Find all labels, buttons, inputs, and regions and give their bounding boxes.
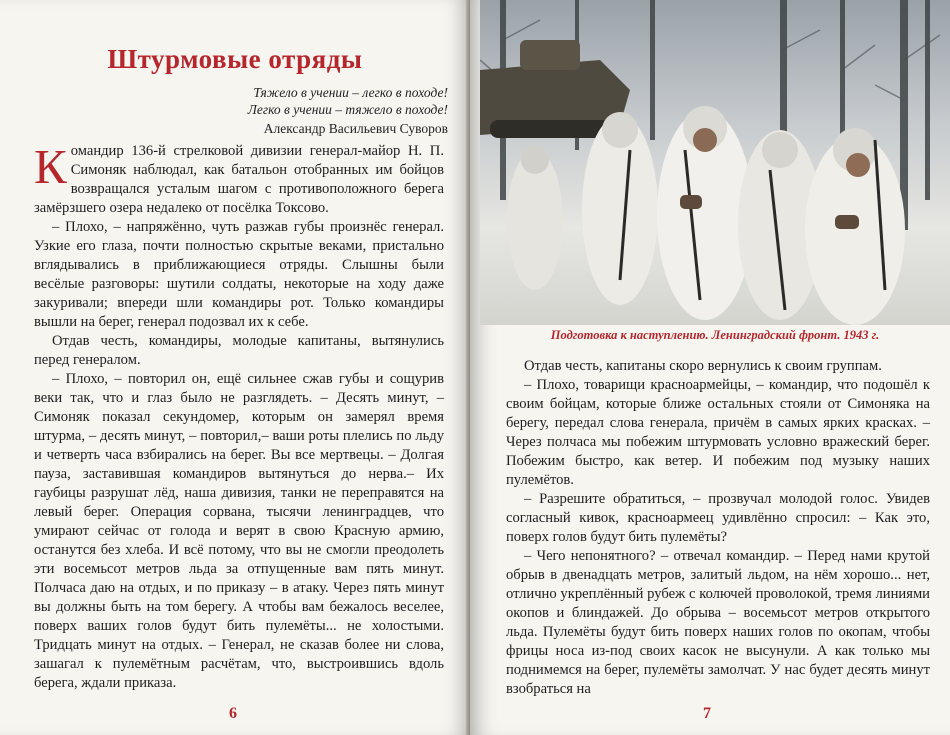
epigraph <box>248 84 448 118</box>
paragraph: – Плохо, товарищи красноармейцы, – командир, что подошёл к своим бойцам, которые ближе остальных стояли от Симоняка на берегу, передал слова генерала, причём в самых ярких красках. – Через полчаса мы побежим штурмовать условно вражеский берег. Побежим быстро, как ветер. И побежим под музыку наших пулемётов. <box>506 377 930 488</box>
paragraph: Отдав честь, капитаны скоро вернулись к своим группам. <box>524 358 882 374</box>
paragraph: – Плохо, – повторил он, ещё сильнее сжав губы и сощурив веки так, что и глаз было не разглядеть. – Десять минут, – Симоняк показал секундомер, которым он замерял время штурма, – десять минут, – повторил,– ваши роты плелись по льду и четверть часа взбирались на берег. Вы все мертвецы. – Долгая пауза, заставившая командиров вытянуться до нерва.– Их гаубицы разрушат лёд, наша дивизия, танки не переправятся на левый берег. Операция сорвана, тысячи ленинградцев, что умирают сейчас от голода и верят в свою Красную армию, останутся без хлеба. И всё потому, что вы не смогли преодолеть эти восемьсот метров льда за отпущенные вам пять минут. Полчаса даю на отдых, и по приказу – в атаку. Через пять минут вы должны быть на том берегу. А чтобы вам бежалось веселее, поверх ваших голов будут бить пулемёты... не холостыми. Тридцать минут на отдых. – Генерал, не сказав более ни слова, зашагал к пулемётным расчётам, что, выстроившись вдоль берега, ждали приказа. <box>34 371 444 691</box>
chapter-title: Штурмовые отряды <box>107 44 363 74</box>
drop-cap: К <box>34 139 67 194</box>
left-page-text <box>34 139 444 693</box>
paragraph: – Чего непонятного? – отвечал командир. – Перед нами крутой обрыв в двенадцать метров, залитый льдом, на нём хорошо... нет, отлично укреплённый рубеж с колючей проволокой, тремя линиями окопов и блиндажей. До обрыва – восемьсот метров открытого льда. Пулемёты будут бить поверх наших голов по окопам, чтобы фрицы носа из-под своих касок не высунули. А как только мы поднимемся на берег, пулемёты замолчат. У нас будет десять минут взобраться на <box>506 548 930 697</box>
paragraph: Отдав честь, командиры, молодые капитаны, вытянулись перед генералом. <box>34 333 444 368</box>
paragraph <box>34 139 444 218</box>
paragraph-text: омандир 136-й стрелковой дивизии генерал-майор Н. П. Симоняк наблюдал, как батальон отобранных им бойцов возвращался усталым шагом с противоположного берега замёрзшего озера недалеко от посёлка Токсово. <box>34 143 444 216</box>
right-page <box>470 0 950 735</box>
page-number: 6 <box>229 705 237 722</box>
photo-soldiers-winter <box>480 0 950 325</box>
paragraph: – Плохо, – напряжённо, чуть разжав губы произнёс генерал. Узкие его глаза, почти полностью скрытые веками, пристально вглядывались в приближающиеся отряды. Слышны были весёлые разговоры: шутили солдаты, некоторые на ходу даже закуривали; впереди шли командиры рот. Только командиры вышли на берег, генерал подозвал их к себе. <box>34 219 444 330</box>
right-page-text <box>506 357 930 699</box>
photo-caption: Подготовка к наступлению. Ленинградский фронт. 1943 г. <box>550 328 880 342</box>
photo-illustration <box>480 0 950 325</box>
epigraph-line: Легко в учении – тяжело в походе! <box>247 102 448 117</box>
paragraph: – Разрешите обратиться, – прозвучал молодой голос. Увидев согласный кивок, красноармеец удивлённо спросил: – Как это, поверх голов будут бить пулемёты? <box>506 491 930 545</box>
epigraph-author: Александр Васильевич Суворов <box>263 121 448 136</box>
epigraph-line: Тяжело в учении – легко в походе! <box>253 85 448 100</box>
page-number: 7 <box>703 705 711 722</box>
left-page <box>0 0 470 735</box>
